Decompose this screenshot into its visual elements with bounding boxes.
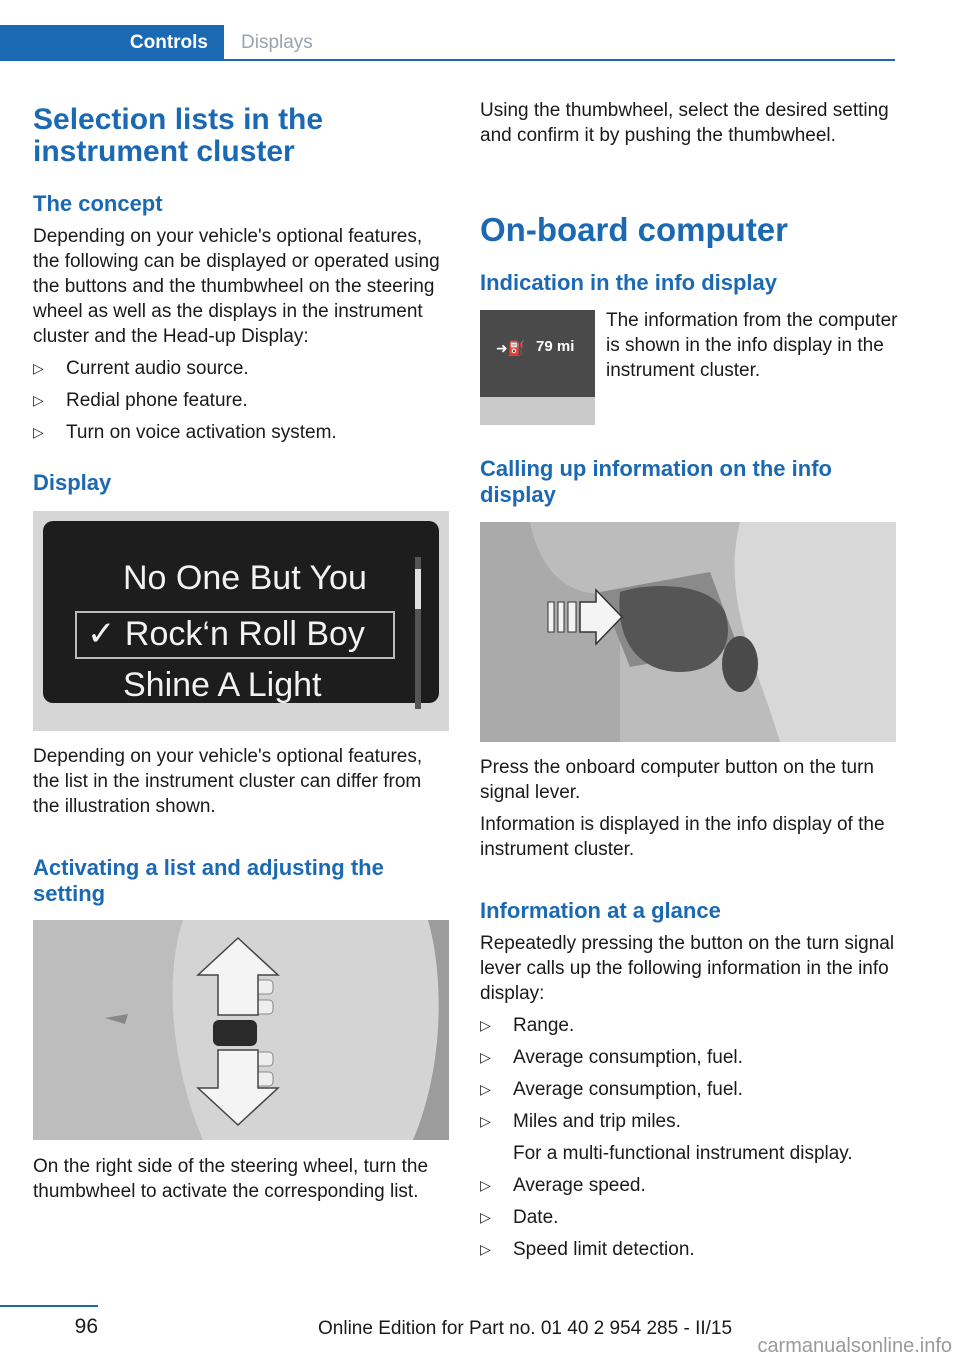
calling-heading: Calling up information on the info display bbox=[480, 456, 832, 507]
tab-controls[interactable]: Controls bbox=[0, 25, 224, 61]
glance-text: Repeatedly pressing the button on the turn signal lever calls up the following information in the info display: bbox=[480, 933, 895, 1004]
display-text: Depending on your vehicle's optional features, the list in the instrument cluster can differ from the illustration shown. bbox=[33, 746, 423, 817]
scrollbar-thumb bbox=[415, 569, 421, 609]
activate-heading: Activating a list and adjusting the setting bbox=[33, 855, 384, 906]
list-item: ▷ Range. bbox=[480, 1013, 896, 1045]
list-item: ▷ Average consumption, fuel. bbox=[480, 1045, 896, 1077]
calling-text-1: Press the onboard computer button on the turn signal lever. bbox=[480, 757, 874, 803]
instrument-screen bbox=[43, 521, 439, 703]
header-rule bbox=[224, 59, 895, 61]
tab-displays[interactable]: Displays bbox=[241, 32, 313, 53]
display-figure bbox=[33, 511, 449, 731]
list-item: ▷ Date. bbox=[480, 1205, 896, 1237]
indication-text: The information from the computer is shown in the info display in the instrument cluster. bbox=[606, 310, 898, 381]
info-screen bbox=[480, 310, 595, 397]
list-item: ▷ Turn on voice activation system. bbox=[33, 420, 449, 452]
intro-text: Using the thumbwheel, select the desired setting and confirm it by pushing the thumbwheel. bbox=[480, 100, 889, 146]
indication-heading: Indication in the info display bbox=[480, 270, 778, 295]
watermark: carmanualsonline.info bbox=[757, 1335, 952, 1357]
lever-end bbox=[722, 636, 758, 692]
footer-rule bbox=[0, 1305, 98, 1307]
arrow-stripe bbox=[558, 602, 564, 632]
list-item: ▷ Redial phone feature. bbox=[33, 388, 449, 420]
arrow-stripe bbox=[548, 602, 554, 632]
track-item: Shine A Light bbox=[123, 666, 322, 704]
section-title: Selection lists in the instrument cluster bbox=[33, 103, 324, 168]
page-header bbox=[0, 25, 895, 61]
track-item: No One But You bbox=[123, 559, 367, 597]
display-heading: Display bbox=[33, 470, 112, 495]
list-item: ▷ Average speed. bbox=[480, 1173, 896, 1205]
activate-text: On the right side of the steering wheel, turn the thumbwheel to activate the corresponding list. bbox=[33, 1156, 429, 1202]
track-item-selected: ✓ Rock‘n Roll Boy bbox=[87, 615, 365, 653]
steering-wheel-figure bbox=[33, 920, 449, 1140]
list-item-subtext: For a multi-functional instrument display. bbox=[513, 1143, 853, 1164]
arrow-stripe bbox=[568, 602, 576, 632]
edition-note: Online Edition for Part no. 01 40 2 954 285 - II/15 bbox=[318, 1318, 733, 1339]
page-number: 96 bbox=[74, 1315, 98, 1338]
list-item: ▷ Current audio source. bbox=[33, 356, 449, 388]
obc-title: On-board computer bbox=[480, 211, 789, 248]
turn-signal-lever-figure bbox=[480, 522, 896, 742]
info-display-figure bbox=[480, 310, 595, 425]
concept-list bbox=[33, 356, 449, 452]
list-item: ▷ Average consumption, fuel. bbox=[480, 1077, 896, 1109]
list-item: ▷ Speed limit detection. bbox=[480, 1237, 896, 1269]
list-item: ▷ Miles and trip miles. bbox=[480, 1109, 896, 1141]
fuel-pump-icon: ➜⛽ bbox=[496, 340, 526, 356]
range-value: 79 mi bbox=[536, 338, 575, 355]
glance-list-continued bbox=[480, 1173, 896, 1269]
glance-list bbox=[480, 1013, 896, 1141]
calling-text-2: Information is displayed in the info display of the instrument cluster. bbox=[480, 814, 885, 860]
concept-text: Depending on your vehicle's optional features, the following can be displayed or operated using the buttons and the thumbwheel on the steering wheel as well as the displays in the instrument cluster and the Head-up Display: bbox=[33, 226, 440, 347]
glance-heading: Information at a glance bbox=[480, 898, 721, 923]
concept-heading: The concept bbox=[33, 191, 163, 216]
thumbwheel bbox=[213, 1020, 257, 1046]
